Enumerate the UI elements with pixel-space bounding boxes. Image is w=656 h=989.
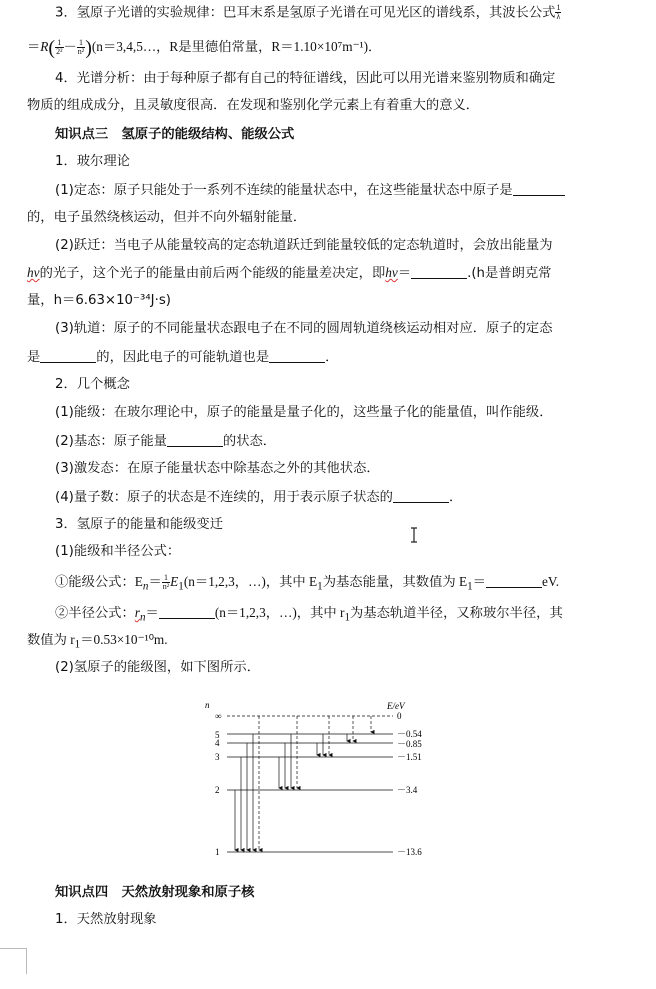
e1g: 1 <box>317 580 323 593</box>
k3-diagram-caption: (2)氢原子的能级图，如下图所示． <box>55 660 260 675</box>
level-1 <box>215 847 422 857</box>
frac-den: λ <box>556 12 561 21</box>
f1-den: 2² <box>56 47 63 57</box>
k3-yq2 <box>27 264 551 283</box>
e-axis-label: E/eV <box>387 701 405 711</box>
k3-jt <box>55 432 276 451</box>
level-2 <box>215 785 418 795</box>
transitions-to-n4-n5 <box>347 716 371 741</box>
p3-line1 <box>55 4 561 23</box>
e1e: 1 <box>178 580 184 593</box>
e1j: ＝ <box>472 574 486 589</box>
energy-formula-line <box>55 573 559 596</box>
f2-den: n² <box>77 47 85 57</box>
blank-orbit-2 <box>269 348 325 363</box>
r1c: n <box>139 611 146 624</box>
n-axis-label: n <box>205 700 210 710</box>
k3-yq3: 量，h＝6.63×10⁻³⁴J·s) <box>27 293 171 308</box>
k3-dt1 <box>55 181 565 200</box>
radius-formula-line <box>55 604 563 627</box>
rydberg-symbol: R <box>40 39 49 54</box>
yq2-text: 的光子，这个光子的能量由前后两个能级的能量差决定，即 <box>39 266 386 281</box>
blank-ground <box>167 432 223 447</box>
blank-orbit-1 <box>40 348 96 363</box>
yq2-eq: ＝ <box>397 266 412 281</box>
gd2c: ． <box>325 350 339 365</box>
r2c: ＝0.53×10⁻¹⁰m. <box>80 632 168 647</box>
e1c: ＝ <box>148 574 162 589</box>
e1fn: 1 <box>162 574 170 583</box>
e1i: 1 <box>467 580 473 593</box>
eq-sign: ＝ <box>27 39 41 54</box>
level-1-n: 1 <box>215 847 220 857</box>
lz2: ． <box>448 490 463 505</box>
e1h: 为基态能量，其数值为 E <box>322 574 468 589</box>
minus: － <box>63 39 77 54</box>
k3-heading: 知识点三 氢原子的能级结构、能级公式 <box>55 127 295 142</box>
lambda-fraction <box>555 4 561 21</box>
p3-line2: ＝R( $\frac{1}{\text{2²}}$ － $\frac{1}{\text{n²}}$ )(n＝3,4,5…，R是里德伯常量，R＝1.10×10⁷m⁻¹)． <box>27 37 382 59</box>
dt1-text: (1)定态：原子只能处于一系列不连续的能量状态中，在这些能量状态中原子是 <box>55 183 513 198</box>
k3-lz <box>55 488 462 507</box>
f2-num: 1 <box>77 39 85 48</box>
frac-num: 1 <box>556 3 561 12</box>
f1-num: 1 <box>55 39 63 48</box>
r1d: ＝ <box>145 605 159 620</box>
level-1-e: －13.6 <box>397 847 422 857</box>
level-4-n: 4 <box>215 738 220 748</box>
level-3-e: －1.51 <box>397 752 422 762</box>
p3-text: 3．氢原子光谱的实验规律：巴耳末系是氢原子光谱在可见光区的谱线系，其波长公式 <box>55 5 556 21</box>
k3-gd2 <box>27 348 338 367</box>
k3-gd1: (3)轨道：原子的不同能量状态跟电子在不同的圆周轨道绕核运动相对应．原子的定态 <box>55 321 553 336</box>
level-5-n: 5 <box>215 730 220 740</box>
p3-line2-rest: (n＝3,4,5…，R是里德伯常量，R＝1.10×10⁷m⁻¹)． <box>91 39 382 54</box>
r2a: 数值为 r <box>27 632 75 647</box>
gd2b: 的，因此电子的可能轨道也是 <box>96 350 270 365</box>
r2b: 1 <box>74 638 81 651</box>
fraction-1 <box>55 39 63 56</box>
level-2-e: －3.4 <box>397 785 418 795</box>
r1a: ②半径公式： <box>55 605 135 620</box>
e1f: (n＝1,2,3，…)，其中 E <box>183 574 318 589</box>
transitions-to-n1 <box>235 716 259 850</box>
energy-fraction <box>162 574 170 591</box>
p4-line2: 物质的组成成分，且灵敏度很高．在发现和鉴别化学元素上有着重大的意义． <box>27 98 480 113</box>
jt1: (2)基态：原子能量 <box>55 434 167 449</box>
blank-stationary <box>513 181 565 196</box>
k3-s1: 1．玻尔理论 <box>55 154 130 169</box>
k4-s1: 1．天然放射现象 <box>55 912 157 927</box>
level-4-e: －0.85 <box>397 739 422 749</box>
k3-gs: (1)能级和半径公式： <box>55 544 181 559</box>
k3-s3: 3．氢原子的能量和能级变迁 <box>55 517 224 532</box>
transitions-to-n3 <box>317 716 329 755</box>
k3-jf: (3)激发态：在原子能量状态中除基态之外的其他状态． <box>55 461 380 476</box>
k3-yq1: (2)跃迁：当电子从能量较高的定态轨道跃迁到能量较低的定态轨道时，会放出能量为 <box>55 238 553 253</box>
level-4 <box>215 738 422 749</box>
k3-nj: (1)能级：在玻尔理论中，原子的能量是量子化的，这些量子化的能量值，叫作能级． <box>55 405 553 420</box>
level-inf-n: ∞ <box>215 711 222 721</box>
blank-e1-value <box>486 573 542 588</box>
e1k: eV. <box>541 574 560 589</box>
blank-quantum <box>393 488 449 503</box>
page-corner-mark-bottom-h <box>0 948 26 949</box>
e1b: n <box>142 580 149 593</box>
k4-heading: 知识点四 天然放射现象和原子核 <box>55 885 255 900</box>
level-inf-e: 0 <box>397 711 402 721</box>
r1f: 1 <box>344 611 350 624</box>
level-3-n: 3 <box>215 752 220 762</box>
jt2: 的状态． <box>222 434 277 449</box>
r1b: r <box>134 605 140 620</box>
yq2-tail: .(h是普朗克常 <box>467 266 552 281</box>
level-5-e: －0.54 <box>397 729 422 739</box>
p4-line1: 4．光谱分析：由于每种原子都有自己的特征谱线，因此可以用光谱来鉴别物质和确定 <box>55 71 556 86</box>
k3-dt2: 的，电子虽然绕核运动，但并不向外辐射能量． <box>27 210 307 225</box>
e1fd: n² <box>162 582 170 592</box>
gd2a: 是 <box>27 350 41 365</box>
k3-s2: 2．几个概念 <box>55 377 130 392</box>
level-inf <box>215 711 402 721</box>
level-3 <box>215 752 422 762</box>
text-cursor-icon <box>410 527 418 543</box>
e1d: E <box>170 574 179 589</box>
level-5 <box>215 729 422 740</box>
r1e: (n＝1,2,3，…)，其中 r <box>214 605 345 620</box>
transitions-to-n2 <box>279 716 297 788</box>
blank-radius <box>159 604 215 619</box>
energy-level-diagram <box>205 700 445 860</box>
hv-2: hν <box>385 265 398 280</box>
lz1: (4)量子数：原子的状态是不连续的，用于表示原子状态的 <box>55 490 393 505</box>
fraction-2 <box>77 39 85 56</box>
hv-1: hν <box>27 265 40 280</box>
level-2-n: 2 <box>215 785 220 795</box>
page-corner-mark-bottom <box>0 948 27 974</box>
r1g: 为基态轨道半径，又称玻尔半径，其 <box>350 605 563 620</box>
blank-energy-diff <box>411 264 467 279</box>
e1a: ①能级公式：E <box>55 574 143 589</box>
radius-value-line <box>27 631 168 654</box>
